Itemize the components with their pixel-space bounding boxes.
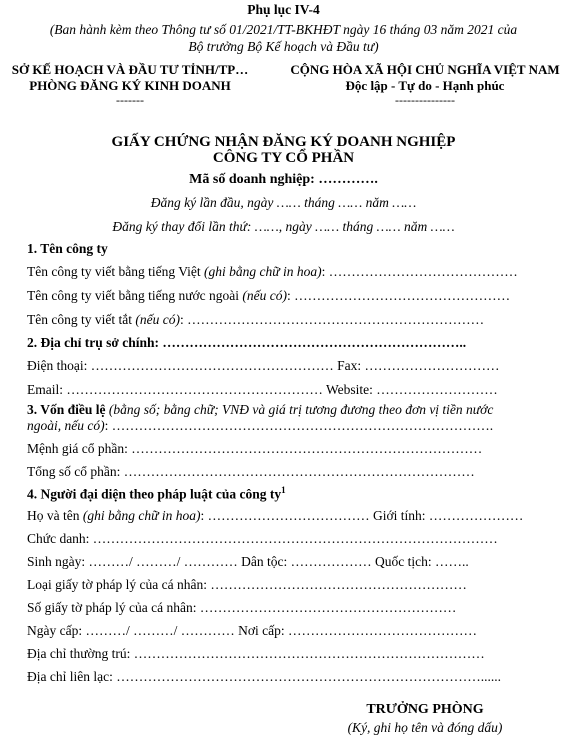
signature-title: TRƯỞNG PHÒNG xyxy=(366,702,484,717)
charter-capital-label: 3. Vốn điều lệ xyxy=(27,402,106,417)
document-subtitle: CÔNG TY CỔ PHẦN xyxy=(212,150,355,166)
birth-ethnicity-nationality-field: Sinh ngày: ………/ ………/ ………… Dân tộc: ……………… Quốc tịch: …….. xyxy=(27,554,469,569)
email-website-field: Email: ………………………………………………… Website: ……………………… xyxy=(27,382,498,397)
foreign-name-field xyxy=(27,288,510,304)
representative-name-note: (ghi bằng chữ in hoa) xyxy=(82,508,201,523)
section-legal-representative-heading xyxy=(27,485,286,503)
agency-divider: ------- xyxy=(116,93,144,107)
vietnamese-name-blank: : …………………………………… xyxy=(321,264,518,279)
section-charter-capital-heading xyxy=(27,402,493,418)
change-registration: Đăng ký thay đổi lần thứ: ……, ngày …… tháng …… năm …… xyxy=(112,219,455,234)
vietnamese-name-field xyxy=(27,264,518,280)
foreign-name-note: (nếu có) xyxy=(242,288,288,303)
document-title: GIẤY CHỨNG NHẬN ĐĂNG KÝ DOANH NGHIỆP xyxy=(111,134,456,150)
vietnamese-name-note: (ghi bằng chữ in hoa) xyxy=(204,264,322,279)
charter-capital-blank: : …………………………………………………………………………. xyxy=(104,418,494,433)
section-head-office-heading: 2. Địa chỉ trụ sở chính: ………………………………………………………….. xyxy=(27,335,467,350)
first-registration: Đăng ký lần đầu, ngày …… tháng …… năm …… xyxy=(150,195,417,210)
abbreviated-name-blank: : ………………………………………………………… xyxy=(179,312,485,327)
foreign-name-blank: : ………………………………………… xyxy=(287,288,511,303)
share-par-value-field: Mệnh giá cổ phần: …………………………………………………………………… xyxy=(27,441,483,456)
section-company-name-heading: 1. Tên công ty xyxy=(27,241,108,256)
footnote-marker: 1 xyxy=(281,485,286,495)
enterprise-code: Mã số doanh nghiệp: …………. xyxy=(189,172,378,187)
appendix-label: Phụ lục IV-4 xyxy=(247,2,320,17)
agency-office: PHÒNG ĐĂNG KÝ KINH DOANH xyxy=(29,78,231,93)
charter-capital-note2: ngoài, nếu có) xyxy=(27,418,105,433)
phone-fax-field: Điện thoại: ……………………………………………… Fax: ………………………… xyxy=(27,358,500,373)
issue-date-place-field: Ngày cấp: ………/ ………/ ………… Nơi cấp: …………………………………… xyxy=(27,623,477,638)
agency-name: SỞ KẾ HOẠCH VÀ ĐẦU TƯ TỈNH/TP… xyxy=(11,62,249,77)
representative-name-field xyxy=(27,508,523,524)
national-divider: --------------- xyxy=(395,93,455,107)
abbreviated-name-field xyxy=(27,312,484,328)
abbreviated-name-note: (nếu có) xyxy=(135,312,180,327)
issued-note-line2: Bộ trưởng Bộ Kế hoạch và Đầu tư) xyxy=(188,39,379,54)
charter-capital-note: (bằng số; bằng chữ; VNĐ và giá trị tương đương theo đơn vị tiền nước xyxy=(105,402,494,417)
legal-representative-label: 4. Người đại diện theo pháp luật của công ty xyxy=(27,486,282,502)
contact-address-field: Địa chỉ liên lạc: ………………………………………………………………………...... xyxy=(27,669,501,684)
signature-note: (Ký, ghi họ tên và đóng dấu) xyxy=(347,720,503,735)
national-title: CỘNG HÒA XÃ HỘI CHỦ NGHĨA VIỆT NAM xyxy=(290,62,560,77)
vietnamese-name-label: Tên công ty viết bằng tiếng Việt xyxy=(27,264,205,279)
representative-name-blank: : ……………………………… Giới tính: ………………… xyxy=(200,508,524,523)
abbreviated-name-label: Tên công ty viết tắt xyxy=(27,312,136,327)
permanent-address-field: Địa chỉ thường trú: …………………………………………………………………… xyxy=(27,646,485,661)
national-motto: Độc lập - Tự do - Hạnh phúc xyxy=(345,78,505,93)
legal-document-number-field: Số giấy tờ pháp lý của cá nhân: ………………………………………………… xyxy=(27,600,457,615)
total-shares-field: Tổng số cổ phần: …………………………………………………………………… xyxy=(27,464,475,479)
foreign-name-label: Tên công ty viết bằng tiếng nước ngoài xyxy=(27,288,243,303)
charter-capital-continuation xyxy=(27,418,493,434)
representative-name-label: Họ và tên xyxy=(27,508,83,523)
issued-note-line1: (Ban hành kèm theo Thông tư số 01/2021/TT-BKHĐT ngày 16 tháng 03 năm 2021 của xyxy=(49,22,518,37)
legal-document-type-field: Loại giấy tờ pháp lý của cá nhân: ………………………………………………… xyxy=(27,577,467,592)
position-field: Chức danh: ……………………………………………………………………………… xyxy=(27,531,498,546)
